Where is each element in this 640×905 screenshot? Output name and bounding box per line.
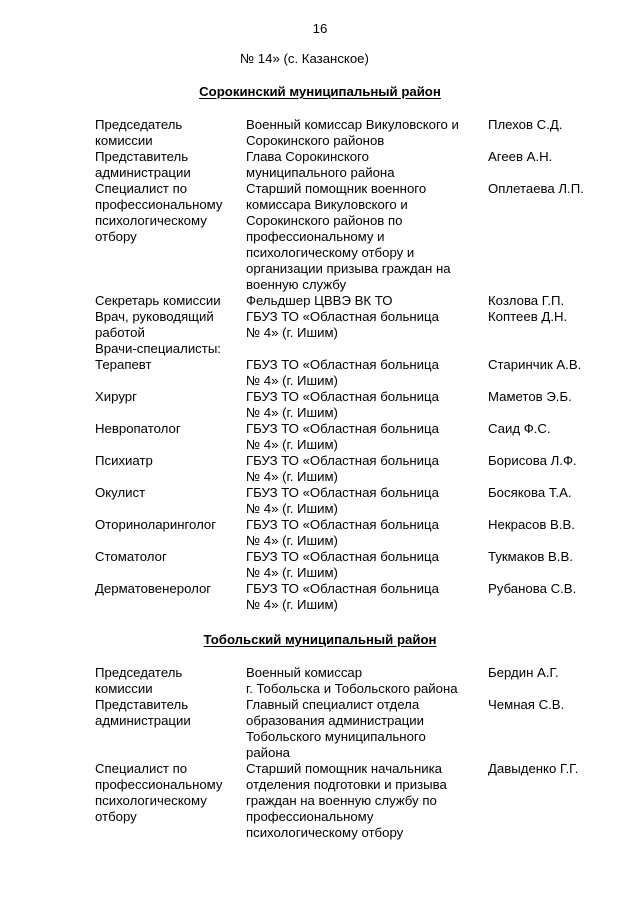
member-role-line: отбору <box>95 229 137 244</box>
member-organization <box>246 293 488 309</box>
member-role-line: Секретарь комиссии <box>95 293 221 308</box>
member-organization-line: Старший помощник начальника <box>246 761 443 776</box>
member-organization-line: № 4» (г. Ишим) <box>246 325 338 340</box>
member-organization-line: профессиональному и <box>246 229 385 244</box>
commission-row <box>95 421 605 453</box>
member-organization <box>246 761 488 841</box>
member-organization-line: граждан на военную службу по <box>246 793 437 808</box>
member-organization <box>246 389 488 421</box>
member-organization-line: Сорокинского районов по <box>246 213 403 228</box>
member-organization-line: № 4» (г. Ишим) <box>246 469 338 484</box>
commission-row <box>95 581 605 613</box>
member-role-line: Невропатолог <box>95 421 181 436</box>
member-role-line: психологическому <box>95 213 207 228</box>
member-role-line: Психиатр <box>95 453 153 468</box>
commission-table-sorokinsky <box>95 117 605 613</box>
member-role <box>95 117 246 149</box>
member-organization-line: № 4» (г. Ишим) <box>246 501 338 516</box>
commission-row <box>95 549 605 581</box>
member-organization-line: ГБУЗ ТО «Областная больница <box>246 517 439 532</box>
member-organization-line: № 4» (г. Ишим) <box>246 565 338 580</box>
member-organization-line: № 4» (г. Ишим) <box>246 533 338 548</box>
member-organization-line: Глава Сорокинского <box>246 149 369 164</box>
member-role <box>95 181 246 245</box>
member-role <box>95 665 246 697</box>
member-role-line: Представитель <box>95 697 189 712</box>
member-role <box>95 421 246 437</box>
member-name: Рубанова С.В. <box>488 581 577 596</box>
commission-row <box>95 341 605 357</box>
member-role-line: Врач, руководящий <box>95 309 214 324</box>
member-organization-line: муниципального района <box>246 165 395 180</box>
member-role <box>95 341 246 357</box>
commission-row <box>95 761 605 841</box>
page-number: 16 <box>312 21 328 36</box>
member-organization-line: г. Тобольска и Тобольского района <box>246 681 458 696</box>
commission-row <box>95 697 605 761</box>
member-organization <box>246 517 488 549</box>
member-role-line: Представитель <box>95 149 189 164</box>
member-organization-line: Старший помощник военного <box>246 181 427 196</box>
member-organization-line: Фельдшер ЦВВЭ ВК ТО <box>246 293 393 308</box>
member-organization <box>246 117 488 149</box>
member-name: Бердин А.Г. <box>488 665 559 680</box>
member-name: Чемная С.В. <box>488 697 565 712</box>
commission-row <box>95 149 605 181</box>
member-role-line: Председатель <box>95 117 183 132</box>
member-name: Некрасов В.В. <box>488 517 575 532</box>
member-organization-line: Тобольского муниципального <box>246 729 426 744</box>
member-organization-line: № 4» (г. Ишим) <box>246 597 338 612</box>
member-organization-line: ГБУЗ ТО «Областная больница <box>246 485 439 500</box>
member-organization-line: ГБУЗ ТО «Областная больница <box>246 357 439 372</box>
member-organization-line: № 4» (г. Ишим) <box>246 405 338 420</box>
commission-row <box>95 293 605 309</box>
member-organization-line: ГБУЗ ТО «Областная больница <box>246 549 439 564</box>
member-organization <box>246 453 488 485</box>
member-organization <box>246 549 488 581</box>
member-organization <box>246 581 488 613</box>
member-role <box>95 357 246 373</box>
member-role <box>95 293 246 309</box>
member-organization-line: образования администрации <box>246 713 424 728</box>
member-name: Коптеев Д.Н. <box>488 309 568 324</box>
member-role-line: Терапевт <box>95 357 152 372</box>
member-role <box>95 149 246 181</box>
member-organization-line: ГБУЗ ТО «Областная больница <box>246 453 439 468</box>
commission-row <box>95 517 605 549</box>
member-organization-line: Военный комиссар <box>246 665 363 680</box>
member-role <box>95 761 246 825</box>
member-role-line: комиссии <box>95 133 153 148</box>
member-role-line: комиссии <box>95 681 153 696</box>
member-organization-line: военную службу <box>246 277 347 292</box>
commission-row <box>95 485 605 517</box>
member-role-line: администрации <box>95 165 191 180</box>
member-role-line: Специалист по <box>95 761 188 776</box>
member-name: Тукмаков В.В. <box>488 549 573 564</box>
member-organization-line: Главный специалист отдела <box>246 697 420 712</box>
member-organization <box>246 697 488 761</box>
member-name: Агеев А.Н. <box>488 149 553 164</box>
commission-row <box>95 309 605 341</box>
member-organization-line: профессиональному <box>246 809 374 824</box>
member-role-line: профессиональному <box>95 197 223 212</box>
continuation-line: № 14» (с. Казанское) <box>240 51 369 66</box>
member-role <box>95 485 246 501</box>
member-role-line: Врачи-специалисты: <box>95 341 221 356</box>
member-organization <box>246 357 488 389</box>
member-role <box>95 697 246 729</box>
member-role <box>95 453 246 469</box>
member-organization <box>246 309 488 341</box>
member-role <box>95 309 246 341</box>
member-role <box>95 549 246 565</box>
commission-row <box>95 389 605 421</box>
commission-row <box>95 453 605 485</box>
member-name: Плехов С.Д. <box>488 117 563 132</box>
member-role-line: Стоматолог <box>95 549 167 564</box>
member-organization-line: № 4» (г. Ишим) <box>246 373 338 388</box>
member-name: Давыденко Г.Г. <box>488 761 579 776</box>
member-role <box>95 517 246 533</box>
section-heading-tobolsky: Тобольский муниципальный район <box>203 632 437 647</box>
member-organization <box>246 181 488 293</box>
member-organization <box>246 421 488 453</box>
member-role-line: Специалист по <box>95 181 188 196</box>
commission-table-tobolsky <box>95 665 605 841</box>
member-name: Босякова Т.А. <box>488 485 572 500</box>
member-organization-line: Сорокинского районов <box>246 133 385 148</box>
member-organization-line: психологическому отбору <box>246 825 404 840</box>
member-organization-line: организации призыва граждан на <box>246 261 451 276</box>
member-name: Саид Ф.С. <box>488 421 551 436</box>
member-organization-line: отделения подготовки и призыва <box>246 777 447 792</box>
member-name: Старинчик А.В. <box>488 357 582 372</box>
member-role-line: работой <box>95 325 145 340</box>
member-role <box>95 581 246 597</box>
member-organization-line: района <box>246 745 290 760</box>
member-organization-line: ГБУЗ ТО «Областная больница <box>246 421 439 436</box>
member-name: Оплетаева Л.П. <box>488 181 584 196</box>
member-name: Борисова Л.Ф. <box>488 453 577 468</box>
member-role-line: Дерматовенеролог <box>95 581 212 596</box>
member-organization-line: ГБУЗ ТО «Областная больница <box>246 581 439 596</box>
member-organization <box>246 485 488 517</box>
member-role-line: администрации <box>95 713 191 728</box>
member-role <box>95 389 246 405</box>
member-organization-line: ГБУЗ ТО «Областная больница <box>246 389 439 404</box>
commission-row <box>95 665 605 697</box>
member-role-line: отбору <box>95 809 137 824</box>
commission-row <box>95 181 605 293</box>
member-role-line: Окулист <box>95 485 146 500</box>
member-name: Маметов Э.Б. <box>488 389 572 404</box>
member-role-line: психологическому <box>95 793 207 808</box>
member-organization-line: комиссара Викуловского и <box>246 197 408 212</box>
member-role-line: Председатель <box>95 665 183 680</box>
member-name: Козлова Г.П. <box>488 293 565 308</box>
member-role-line: профессиональному <box>95 777 223 792</box>
member-organization <box>246 665 488 697</box>
member-role-line: Оториноларинголог <box>95 517 217 532</box>
section-heading-sorokinsky: Сорокинский муниципальный район <box>199 84 441 99</box>
member-organization-line: психологическому отбору и <box>246 245 415 260</box>
commission-row <box>95 117 605 149</box>
member-organization <box>246 149 488 181</box>
member-organization-line: № 4» (г. Ишим) <box>246 437 338 452</box>
member-organization-line: ГБУЗ ТО «Областная больница <box>246 309 439 324</box>
member-role-line: Хирург <box>95 389 137 404</box>
member-organization-line: Военный комиссар Викуловского и <box>246 117 459 132</box>
commission-row <box>95 357 605 389</box>
